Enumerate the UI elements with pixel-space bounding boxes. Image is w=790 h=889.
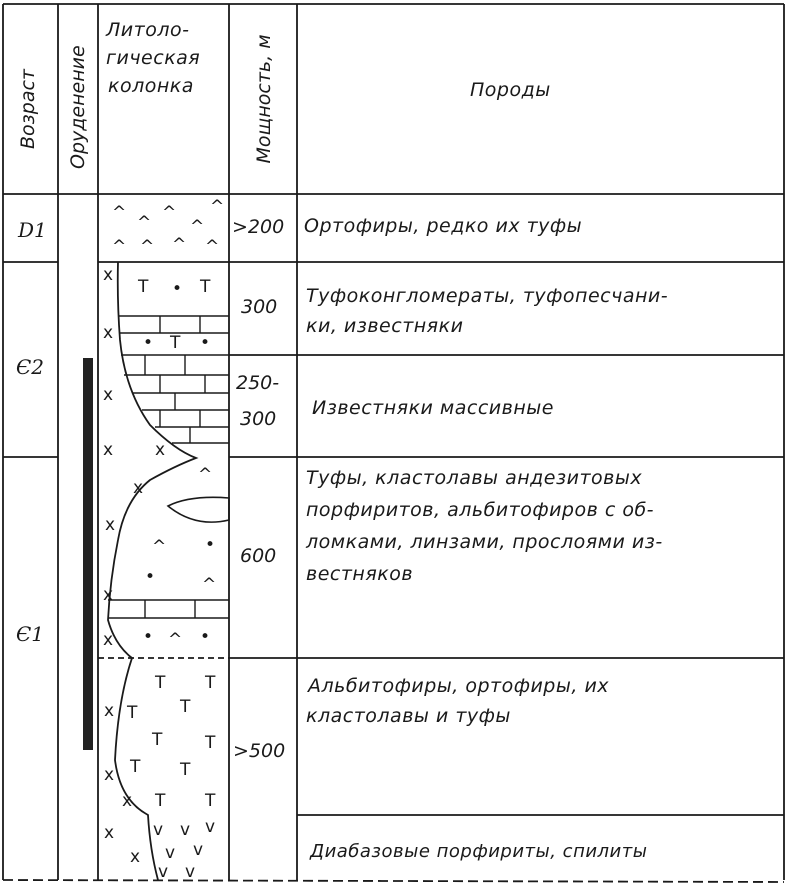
svg-text:^: ^	[140, 237, 155, 257]
header-thickness: Мощность, м	[253, 34, 275, 164]
header-litho-3: колонка	[108, 75, 194, 97]
svg-text:^: ^	[205, 237, 220, 257]
svg-text:x: x	[103, 585, 114, 605]
svg-text:T: T	[155, 673, 166, 693]
svg-text:^: ^	[172, 235, 187, 255]
header-litho-2: гическая	[106, 47, 201, 69]
rocks-row-5a: Альбитофиры, ортофиры, их	[308, 675, 610, 697]
thickness-row-2: 300	[241, 296, 278, 318]
svg-text:x: x	[103, 440, 114, 460]
svg-text:v: v	[205, 817, 216, 837]
svg-text:T: T	[155, 791, 166, 811]
svg-text:T: T	[170, 333, 181, 353]
svg-text:v: v	[153, 820, 164, 840]
rocks-row-4d: вестняков	[306, 563, 414, 585]
svg-text:x: x	[103, 385, 114, 405]
svg-text:•: •	[143, 627, 154, 647]
rocks-row-4b: порфиритов, альбитофиров с об-	[306, 499, 655, 521]
thickness-row-4: 600	[240, 545, 277, 567]
svg-text:^: ^	[198, 465, 213, 485]
svg-text:^: ^	[168, 630, 183, 650]
thickness-row-1: >200	[232, 216, 285, 238]
svg-text:^: ^	[112, 203, 127, 223]
svg-text:v: v	[180, 820, 191, 840]
rocks-row-6: Диабазовые порфириты, спилиты	[310, 841, 648, 862]
frame-bottom	[3, 880, 784, 882]
header-age: Возраст	[17, 69, 39, 149]
svg-text:x: x	[105, 515, 116, 535]
svg-text:v: v	[185, 862, 196, 882]
svg-text:T: T	[205, 733, 216, 753]
svg-text:•: •	[172, 279, 183, 299]
svg-text:^: ^	[162, 203, 177, 223]
svg-text:T: T	[127, 703, 138, 723]
rocks-row-4c: ломками, линзами, прослоями из-	[306, 531, 663, 553]
thickness-row-3a: 250-	[236, 372, 280, 394]
svg-text:T: T	[152, 730, 163, 750]
rocks-row-2a: Туфоконгломераты, туфопесчани-	[306, 285, 669, 307]
svg-text:•: •	[145, 567, 156, 587]
rocks-row-3: Известняки массивные	[312, 397, 554, 419]
rocks-row-4a: Туфы, кластолавы андезитовых	[306, 467, 643, 489]
header-litho-1: Литоло-	[106, 19, 190, 41]
svg-text:T: T	[205, 791, 216, 811]
svg-text:x: x	[103, 630, 114, 650]
svg-text:x: x	[133, 478, 144, 498]
svg-text:v: v	[193, 840, 204, 860]
ore-bar	[83, 358, 93, 750]
svg-text:x: x	[130, 847, 141, 867]
svg-text:x: x	[104, 701, 115, 721]
svg-text:^: ^	[137, 213, 152, 233]
rocks-row-2b: ки, известняки	[306, 315, 464, 337]
svg-text:•: •	[200, 333, 211, 353]
age-e1: Є1	[16, 622, 45, 646]
age-d1: D1	[18, 218, 47, 242]
svg-text:^: ^	[210, 197, 225, 217]
svg-text:x: x	[122, 791, 133, 811]
svg-text:^: ^	[190, 217, 205, 237]
svg-text:•: •	[205, 535, 216, 555]
svg-text:x: x	[155, 440, 166, 460]
thickness-row-5: >500	[233, 740, 286, 762]
svg-text:•: •	[143, 333, 154, 353]
svg-text:x: x	[104, 823, 115, 843]
svg-text:T: T	[205, 673, 216, 693]
svg-text:T: T	[130, 757, 141, 777]
svg-text:T: T	[180, 697, 191, 717]
header-rocks: Породы	[470, 79, 551, 101]
svg-text:x: x	[103, 265, 114, 285]
svg-text:x: x	[104, 765, 115, 785]
svg-text:^: ^	[112, 237, 127, 257]
svg-text:v: v	[165, 843, 176, 863]
svg-text:T: T	[180, 760, 191, 780]
age-e2: Є2	[16, 355, 45, 379]
limestone-lens	[168, 497, 229, 522]
svg-text:x: x	[103, 323, 114, 343]
svg-text:^: ^	[202, 575, 217, 595]
rocks-row-1: Ортофиры, редко их туфы	[304, 215, 583, 237]
svg-text:T: T	[138, 277, 149, 297]
rocks-row-5b: кластолавы и туфы	[306, 705, 511, 727]
svg-text:v: v	[158, 862, 169, 882]
svg-text:T: T	[200, 277, 211, 297]
svg-text:^: ^	[152, 537, 167, 557]
header-ore: Оруденение	[67, 45, 89, 169]
thickness-row-3b: 300	[240, 408, 277, 430]
svg-text:•: •	[200, 627, 211, 647]
